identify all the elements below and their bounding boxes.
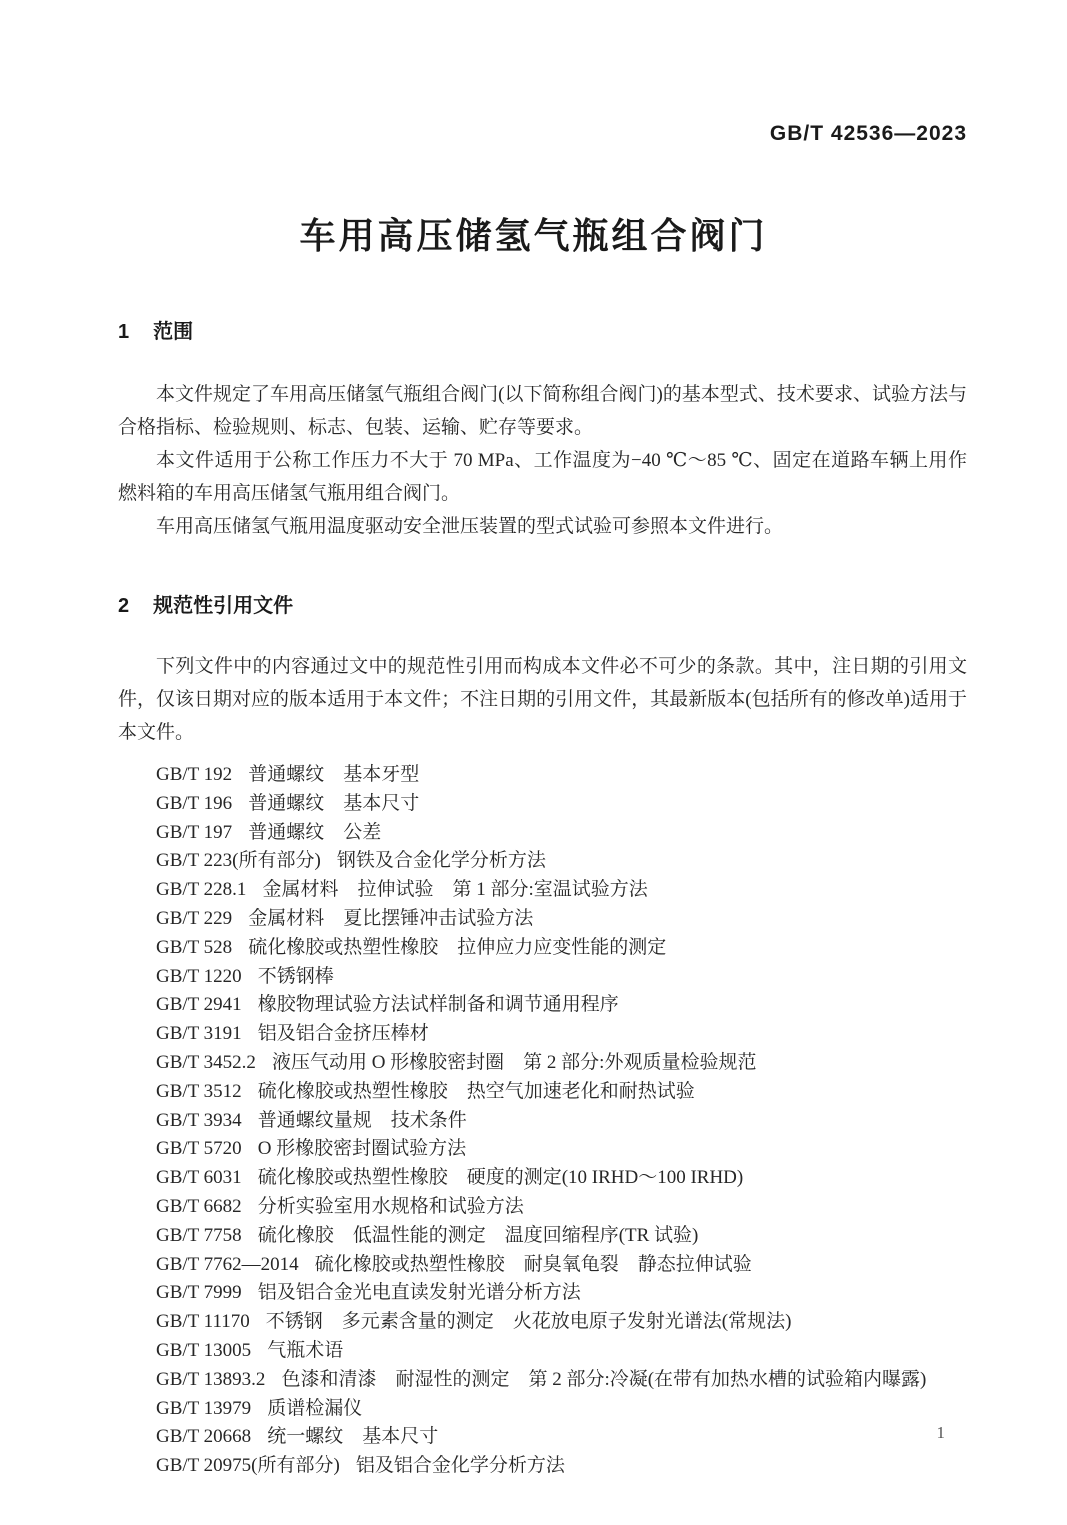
section-2-number: 2 — [118, 595, 130, 617]
reference-item — [156, 1337, 967, 1366]
reference-title: 统一螺纹 基本尺寸 — [267, 1426, 439, 1448]
reference-title: 硫化橡胶或热塑性橡胶 拉伸应力应变性能的测定 — [248, 936, 667, 958]
section-1-heading — [118, 315, 967, 344]
reference-item — [156, 819, 967, 848]
reference-title: 硫化橡胶或热塑性橡胶 耐臭氧龟裂 静态拉伸试验 — [314, 1253, 752, 1275]
reference-code: GB/T 1220 — [156, 965, 242, 987]
reference-item — [156, 1423, 967, 1452]
reference-code: GB/T 6031 — [156, 1167, 242, 1189]
reference-title: 普通螺纹 公差 — [248, 821, 382, 843]
reference-item — [156, 876, 967, 905]
reference-item — [156, 1366, 967, 1395]
reference-title: 色漆和清漆 耐湿性的测定 第 2 部分:冷凝(在带有加热水槽的试验箱内曝露) — [281, 1368, 927, 1390]
reference-code: GB/T 7762—2014 — [156, 1253, 299, 1275]
reference-item — [156, 1020, 967, 1049]
reference-code: GB/T 3934 — [156, 1109, 242, 1131]
reference-code: GB/T 20975(所有部分) — [156, 1455, 340, 1477]
reference-code: GB/T 229 — [156, 907, 233, 929]
reference-list — [118, 761, 967, 1481]
reference-item — [156, 761, 967, 790]
references-intro: 下列文件中的内容通过文中的规范性引用而构成本文件必不可少的条款。其中，注日期的引用文件，仅该日期对应的版本适用于本文件；不注日期的引用文件，其最新版本(包括所有的修改单)适用于本文件。 — [118, 656, 967, 743]
reference-code: GB/T 7758 — [156, 1224, 242, 1246]
reference-item — [156, 905, 967, 934]
reference-item — [156, 1251, 967, 1280]
reference-code: GB/T 192 — [156, 764, 233, 785]
reference-code: GB/T 3512 — [156, 1080, 242, 1102]
reference-title: 普通螺纹 基本牙型 — [248, 764, 420, 785]
reference-title: 橡胶物理试验方法试样制备和调节通用程序 — [257, 994, 619, 1016]
reference-title: 气瓶术语 — [267, 1339, 344, 1361]
page-title: 车用高压储氢气瓶组合阀门 — [299, 215, 768, 256]
standard-code: GB/T 42536—2023 — [769, 122, 967, 145]
reference-code: GB/T 6682 — [156, 1195, 242, 1217]
reference-title: 质谱检漏仪 — [267, 1397, 363, 1419]
reference-title: 铝及铝合金光电直读发射光谱分析方法 — [257, 1282, 581, 1304]
reference-item — [156, 1222, 967, 1251]
page-header — [0, 0, 1067, 146]
reference-item — [156, 1107, 967, 1136]
reference-item — [156, 847, 967, 876]
reference-code: GB/T 20668 — [156, 1426, 252, 1448]
reference-item — [156, 1395, 967, 1424]
reference-code: GB/T 11170 — [156, 1311, 250, 1333]
document-content — [0, 315, 1067, 1481]
reference-title: 不锈钢 多元素含量的测定 火花放电原子发射光谱法(常规法) — [265, 1311, 792, 1333]
reference-code: GB/T 197 — [156, 821, 233, 843]
reference-title: 普通螺纹量规 技术条件 — [257, 1109, 467, 1131]
scope-paragraph: 本文件适用于公称工作压力不大于 70 MPa、工作温度为−40 ℃～85 ℃、固定在道路车辆上用作燃料箱的车用高压储氢气瓶用组合阀门。 — [118, 450, 967, 504]
scope-paragraph: 本文件规定了车用高压储氢气瓶组合阀门(以下简称组合阀门)的基本型式、技术要求、试验方法与合格指标、检验规则、标志、包装、运输、贮存等要求。 — [118, 384, 967, 438]
reference-code: GB/T 13893.2 — [156, 1368, 266, 1390]
reference-title: 不锈钢棒 — [257, 965, 334, 987]
reference-code: GB/T 13979 — [156, 1397, 252, 1419]
reference-code: GB/T 528 — [156, 936, 233, 958]
reference-code: GB/T 3452.2 — [156, 1051, 256, 1073]
reference-item — [156, 1164, 967, 1193]
reference-title: 硫化橡胶或热塑性橡胶 硬度的测定(10 IRHD～100 IRHD) — [257, 1167, 744, 1189]
reference-item — [156, 1279, 967, 1308]
reference-title: 分析实验室用水规格和试验方法 — [257, 1195, 524, 1217]
reference-code: GB/T 223(所有部分) — [156, 850, 321, 872]
reference-code: GB/T 196 — [156, 792, 233, 814]
reference-title: 钢铁及合金化学分析方法 — [336, 850, 546, 872]
section-2-title: 规范性引用文件 — [153, 595, 294, 617]
reference-item — [156, 991, 967, 1020]
reference-title: 金属材料 夏比摆锤冲击试验方法 — [248, 907, 534, 929]
page-number: 1 — [936, 1423, 945, 1442]
reference-title: 液压气动用 O 形橡胶密封圈 第 2 部分:外观质量检验规范 — [271, 1051, 757, 1073]
section-1-title: 范围 — [153, 321, 194, 343]
reference-title: O 形橡胶密封圈试验方法 — [257, 1138, 467, 1160]
reference-item — [156, 1078, 967, 1107]
reference-item — [156, 790, 967, 819]
reference-item — [156, 1308, 967, 1337]
section-1-number: 1 — [118, 321, 130, 343]
reference-title: 金属材料 拉伸试验 第 1 部分:室温试验方法 — [262, 879, 648, 901]
reference-title: 普通螺纹 基本尺寸 — [248, 792, 420, 814]
reference-item — [156, 1135, 967, 1164]
reference-title: 铝及铝合金挤压棒材 — [257, 1023, 429, 1045]
reference-code: GB/T 13005 — [156, 1339, 252, 1361]
reference-code: GB/T 228.1 — [156, 879, 247, 901]
reference-title: 硫化橡胶 低温性能的测定 温度回缩程序(TR 试验) — [257, 1224, 699, 1246]
reference-code: GB/T 5720 — [156, 1138, 242, 1160]
reference-code: GB/T 2941 — [156, 994, 242, 1016]
reference-item — [156, 1193, 967, 1222]
reference-item — [156, 1452, 967, 1481]
reference-title: 硫化橡胶或热塑性橡胶 热空气加速老化和耐热试验 — [257, 1080, 695, 1102]
reference-item — [156, 963, 967, 992]
reference-title: 铝及铝合金化学分析方法 — [355, 1455, 565, 1477]
section-2-heading — [118, 589, 967, 618]
reference-item — [156, 1049, 967, 1078]
scope-paragraph: 车用高压储氢气瓶用温度驱动安全泄压装置的型式试验可参照本文件进行。 — [156, 516, 784, 537]
reference-item — [156, 934, 967, 963]
reference-code: GB/T 7999 — [156, 1282, 242, 1304]
reference-code: GB/T 3191 — [156, 1023, 242, 1045]
